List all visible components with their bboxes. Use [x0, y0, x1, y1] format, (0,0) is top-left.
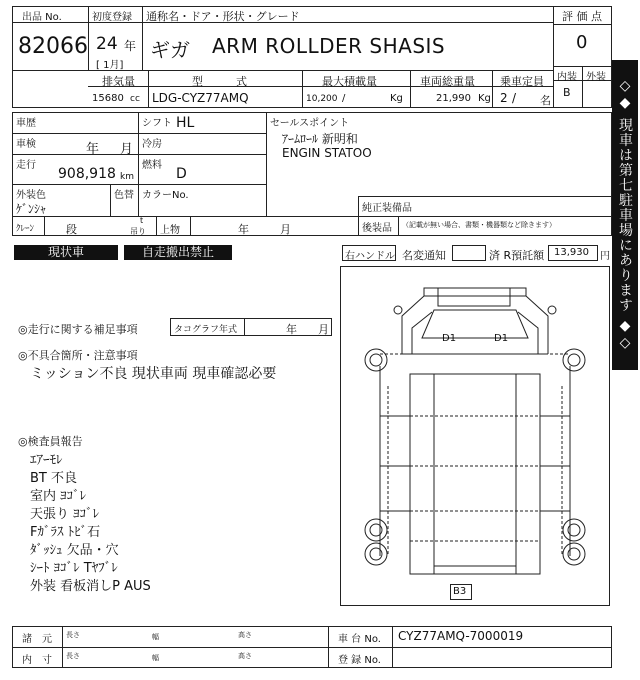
capacity-unit: 名	[540, 94, 551, 107]
sales-line2: ENGIN STATOO	[282, 146, 372, 160]
type-label: 型 式	[192, 75, 247, 88]
side-banner: ◇◆ 現車は第七駐車場にあります ◆◇	[612, 60, 638, 370]
color-label: 外装色	[16, 190, 46, 201]
inspector-item: ｼｰﾄ ﾖｺﾞﾚ Tﾔﾌﾞﾚ	[30, 561, 118, 576]
name-change-label: 名変通知	[402, 249, 446, 262]
tacho-label: タコグラフ年式	[174, 325, 238, 335]
displacement-label: 排気量	[102, 75, 135, 88]
registration-label: 登 録 No.	[338, 655, 381, 666]
crane-stage-label: 段	[66, 223, 77, 236]
interior-value: B	[563, 86, 571, 99]
color-code-label: カラーNo.	[142, 190, 189, 201]
sales-line1: ｱｰﾑﾛｰﾙ 新明和	[282, 132, 358, 146]
rhd-label: 右ハンドル	[345, 251, 395, 262]
inspector-item: Fｶﾞﾗｽ ﾄﾋﾞ石	[30, 525, 101, 540]
damage-mark-d1-left: D1	[442, 333, 457, 344]
equipment-label: 純正装備品	[362, 203, 412, 214]
inspector-item: 外装 看板消しP AUS	[30, 579, 151, 594]
current-car-badge: 現状車	[14, 245, 118, 260]
grade-label: 評 価 点	[562, 10, 602, 23]
chassis-label: 車 台 No.	[338, 634, 381, 645]
crane-ton-label: t	[140, 216, 144, 225]
history-label: 車歴	[16, 118, 36, 129]
displacement-unit: cc	[130, 94, 140, 104]
color-value: ｹﾞﾝｼｬ	[16, 202, 47, 216]
damage-mark-d1-right: D1	[494, 333, 509, 344]
damage-mark-b3: B3	[453, 586, 467, 597]
inspection-year: 年	[86, 142, 100, 157]
model-label: 通称名・ドア・形状・グレード	[146, 10, 300, 23]
load-value: 10,200	[306, 94, 338, 104]
load-unit: Kg	[390, 93, 403, 104]
height-label: 高さ	[238, 631, 252, 639]
inspector-item: 室内 ﾖｺﾞﾚ	[30, 489, 87, 504]
sales-label: セールスポイント	[270, 118, 350, 129]
aftermarket-label: 後装品	[362, 223, 392, 234]
inner-dims-label: 内 寸	[22, 655, 52, 666]
defect-text: ミッション不良 現状車両 現車確認必要	[30, 366, 277, 382]
load-label: 最大積載量	[322, 75, 377, 88]
type-value: LDG-CYZ77AMQ	[152, 91, 249, 105]
tacho-month: 月	[318, 323, 329, 336]
reg-year: 24	[96, 34, 118, 54]
inspector-label: ◎検査員報告	[18, 435, 83, 448]
deposit-unit: 円	[600, 251, 610, 262]
inspector-item: 天張り ﾖｺﾞﾚ	[30, 507, 100, 522]
upper-label: 上物	[160, 225, 180, 236]
deposit-value: 13,930	[554, 247, 589, 258]
capacity-sep: /	[512, 91, 517, 105]
upper-month: 月	[280, 223, 291, 236]
first-reg-label: 初度登録	[92, 12, 132, 23]
run-remarks-label: ◎走行に関する補足事項	[18, 323, 138, 336]
dims-label: 諸 元	[22, 634, 52, 645]
displacement-value: 15680	[92, 93, 124, 104]
upper-year: 年	[238, 223, 249, 236]
no-self-drive-badge: 自走搬出禁止	[124, 245, 232, 260]
width-label: 幅	[152, 633, 159, 641]
inner-length-label: 長さ	[66, 652, 80, 660]
crane-label: ｸﾚｰﾝ	[16, 224, 35, 234]
mileage-label: 走行	[16, 160, 36, 171]
inspector-item: ｴｱｰﾓﾚ	[30, 453, 63, 468]
color-change-label: 色替	[114, 190, 134, 201]
inner-width-label: 幅	[152, 654, 159, 662]
interior-label: 内装	[557, 72, 577, 83]
model-name: ARM ROLLDER SHASIS	[212, 34, 446, 58]
load-sep: /	[342, 93, 346, 104]
shift-value: HL	[176, 115, 195, 131]
fuel-value: D	[176, 166, 187, 182]
chassis-value: CYZ77AMQ-7000019	[398, 629, 524, 643]
fuel-label: 燃料	[142, 160, 162, 171]
model-kana: ギガ	[150, 38, 190, 62]
length-label: 長さ	[66, 631, 80, 639]
inspection-label: 車検	[16, 139, 36, 150]
name-change-box	[452, 245, 486, 261]
mileage-value: 908,918	[58, 166, 116, 182]
gross-label: 車両総重量	[420, 75, 475, 88]
grade-value: 0	[576, 32, 588, 53]
ac-label: 冷房	[142, 139, 162, 150]
reg-year-unit: 年	[124, 39, 137, 53]
reg-month: [ 1月]	[96, 60, 124, 71]
capacity-label: 乗車定員	[500, 75, 544, 88]
lot-label: 出品 No.	[22, 12, 62, 23]
truck-diagram	[340, 266, 610, 606]
capacity-value: 2	[500, 91, 508, 105]
aftermarket-note: （記載が無い場合、書類・機器類など除きます）	[402, 221, 556, 229]
inner-height-label: 高さ	[238, 652, 252, 660]
inspector-item: ﾀﾞｯｼｭ 欠品・穴	[30, 543, 119, 558]
crane-hoist-label: 吊り	[130, 227, 146, 236]
exterior-label: 外装	[586, 72, 606, 83]
deposit-label: 済 R預託額	[489, 249, 545, 262]
defect-label: ◎不具合箇所・注意事項	[18, 349, 138, 362]
gross-value: 21,990	[436, 93, 471, 104]
mileage-unit: km	[120, 172, 134, 182]
shift-label: シフト	[142, 118, 172, 129]
inspector-item: BT 不良	[30, 471, 77, 486]
lot-number: 82066	[18, 34, 88, 59]
gross-unit: Kg	[478, 93, 491, 104]
inspection-month: 月	[120, 142, 134, 157]
tacho-year: 年	[286, 323, 297, 336]
